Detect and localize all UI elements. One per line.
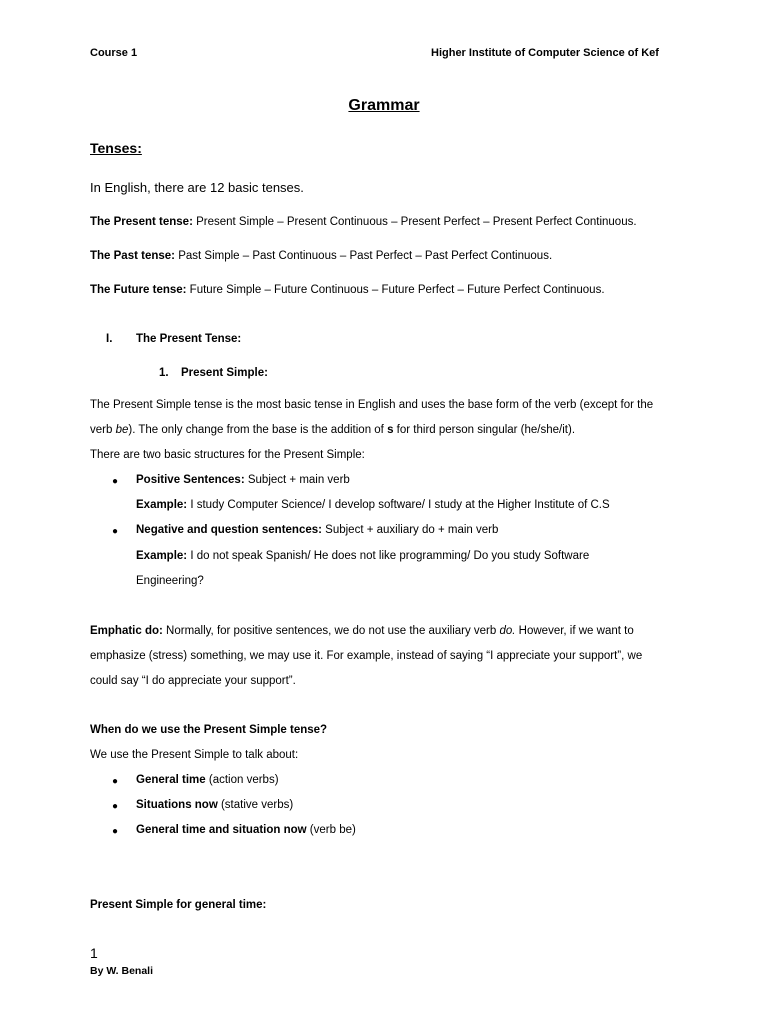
text-run: verb [90, 424, 116, 436]
example-text: I study Computer Science/ I develop software/ I study at the Higher Institute of C.S [187, 499, 610, 511]
tense-line-past [90, 250, 552, 262]
header-institute: Higher Institute of Computer Science of Kef [431, 47, 659, 59]
tense-label: The Present tense: [90, 216, 193, 228]
bullet-icon: ● [112, 801, 119, 812]
page-title: Grammar [348, 97, 420, 114]
text-run: for third person singular (he/she/it). [393, 424, 576, 436]
usage-item-label: General time and situation now [136, 824, 307, 836]
tense-label: The Future tense: [90, 284, 187, 296]
example-negative [136, 550, 589, 562]
example-positive [136, 499, 610, 511]
emphatic-line [90, 625, 634, 637]
page-number: 1 [90, 945, 98, 961]
usage-item-note: (action verbs) [205, 774, 279, 786]
example-negative-continuation: Engineering? [136, 575, 204, 587]
structure-negative [136, 524, 498, 536]
tense-text: Future Simple – Future Continuous – Future Perfect – Future Perfect Continuous. [186, 284, 605, 296]
sub-number: 1. [159, 367, 169, 379]
structure-label: Positive Sentences: [136, 474, 245, 486]
example-label: Example: [136, 550, 188, 562]
example-text: I do not speak Spanish/ He does not like programming/ Do you study Software [187, 550, 590, 562]
bullet-icon: ● [112, 776, 119, 787]
tense-line-present [90, 216, 637, 228]
intro-text: In English, there are 12 basic tenses. [90, 180, 304, 195]
tense-text: Present Simple – Present Continuous – Present Perfect – Present Perfect Continuous. [192, 216, 637, 228]
structure-positive [136, 474, 350, 486]
usage-item-note: (stative verbs) [217, 799, 294, 811]
bullet-icon: ● [112, 476, 119, 487]
heading-general-time: Present Simple for general time: [90, 899, 267, 911]
usage-question: When do we use the Present Simple tense? [90, 724, 328, 736]
emphatic-label: Emphatic do: [90, 625, 163, 637]
paragraph-line: There are two basic structures for the Present Simple: [90, 449, 365, 461]
italic-word: do. [499, 625, 516, 637]
usage-item-label: Situations now [136, 799, 218, 811]
paragraph-line [90, 424, 575, 436]
italic-word: be [115, 424, 129, 436]
roman-numeral: I. [106, 333, 113, 345]
header-course: Course 1 [90, 47, 138, 59]
tense-text: Past Simple – Past Continuous – Past Perfect – Past Perfect Continuous. [175, 250, 553, 262]
emphatic-line: emphasize (stress) something, we may use it. For example, instead of saying “I appreciate your support”, we [90, 650, 643, 662]
emphatic-line: could say “I do appreciate your support”. [90, 675, 296, 687]
tense-line-future [90, 284, 605, 296]
example-label: Example: [136, 499, 188, 511]
usage-item-label: General time [136, 774, 206, 786]
text-run: ). The only change from the base is the addition of [128, 424, 388, 436]
bullet-icon: ● [112, 826, 119, 837]
section-heading-tenses: Tenses: [90, 140, 142, 156]
structure-label: Negative and question sentences: [136, 524, 322, 536]
bullet-icon: ● [112, 526, 119, 537]
usage-item [136, 774, 279, 786]
usage-lead: We use the Present Simple to talk about: [90, 749, 299, 761]
usage-item [136, 824, 356, 836]
structure-text: Subject + main verb [244, 474, 350, 486]
bold-word: s [387, 424, 394, 436]
author-byline: By W. Benali [90, 965, 154, 977]
text-run: Normally, for positive sentences, we do not use the auxiliary verb [162, 625, 500, 637]
heading-present-tense: The Present Tense: [136, 333, 242, 345]
structure-text: Subject + auxiliary do + main verb [321, 524, 499, 536]
tense-label: The Past tense: [90, 250, 175, 262]
paragraph-line: The Present Simple tense is the most basic tense in English and uses the base form of the verb (except for the [90, 399, 654, 411]
usage-item [136, 799, 293, 811]
text-run: However, if we want to [515, 625, 634, 637]
usage-item-note: (verb be) [306, 824, 356, 836]
heading-present-simple: Present Simple: [181, 367, 268, 379]
